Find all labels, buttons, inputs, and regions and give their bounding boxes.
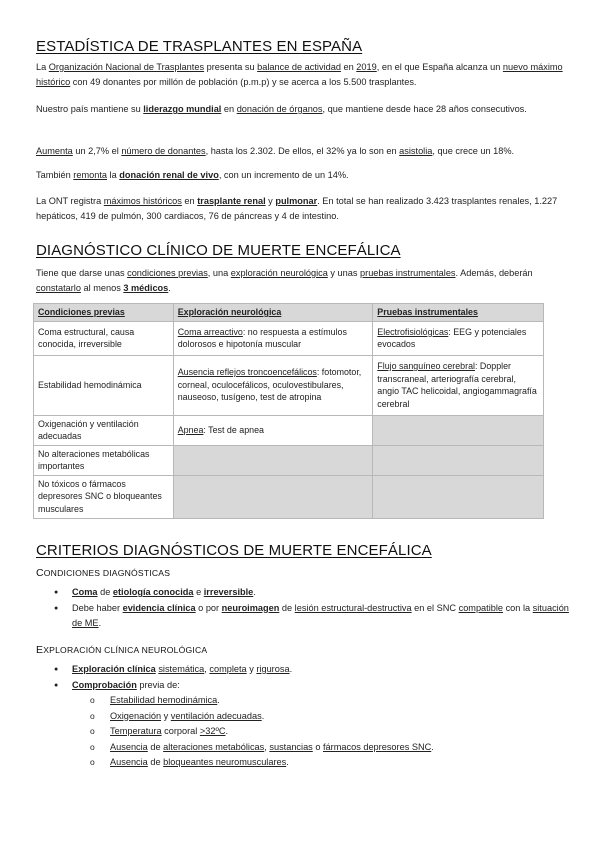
table-row (34, 445, 544, 475)
text: . (289, 664, 293, 674)
table-cell (373, 321, 544, 355)
text: , una (207, 268, 231, 278)
text: . (98, 618, 102, 628)
text: al menos (80, 283, 124, 293)
underlined-text: donación de órganos (236, 104, 323, 114)
text: , (204, 664, 210, 674)
underlined-text: rigurosa (256, 664, 290, 674)
list-exploracion (52, 662, 572, 771)
underlined-text: Oxigenación (110, 710, 162, 721)
underlined-text: remonta (73, 170, 107, 180)
text: . (225, 726, 229, 736)
table-cell-empty (373, 475, 544, 518)
underlined-text: lesión estructural-destructiva (294, 602, 412, 613)
text: Tiene que darse unas (36, 268, 128, 278)
text: La (36, 62, 49, 72)
table-cell: No tóxicos o fármacos depresores SNC o bloqueantes musculares (34, 475, 174, 518)
table-cell-empty (173, 445, 373, 475)
underlined-text: Coma arreactivo (177, 326, 243, 337)
criteria-table (33, 303, 544, 519)
text: en (181, 196, 198, 206)
table-cell: Oxigenación y ventilación adecuadas (34, 415, 174, 445)
underlined-text: constatarlo (36, 283, 81, 293)
text: ONDICIONES DIAGNÓSTICAS (43, 568, 171, 578)
table-header: Pruebas instrumentales (373, 304, 544, 322)
table-header-row (34, 304, 544, 322)
list-condiciones (52, 585, 572, 632)
subsection-title-condiciones (36, 567, 170, 579)
sublist-item (90, 740, 572, 756)
table-cell-empty (373, 415, 544, 445)
underlined-text: fármacos depresores SNC (323, 741, 432, 752)
paragraph-liderazgo (36, 102, 568, 117)
table-cell (373, 355, 544, 415)
text: . (168, 283, 171, 293)
text: XPLORACIÓN CLÍNICA NEUROLÓGICA (43, 645, 208, 655)
table-cell (173, 321, 373, 355)
text: También (36, 170, 74, 180)
subsection-title-exploracion (36, 644, 207, 656)
text: corporal (161, 726, 200, 736)
sublist-item (90, 755, 572, 771)
text: Nuestro país mantiene su (36, 104, 144, 114)
text: presenta su (204, 62, 258, 72)
underlined-text: Flujo sanguíneo cerebral (377, 361, 475, 371)
table-cell: No alteraciones metabólicas importantes (34, 445, 174, 475)
text: en (221, 104, 237, 114)
underlined-text: completa (209, 664, 247, 674)
text: previa de: (136, 679, 180, 690)
text: en (340, 62, 357, 72)
bold-text: 3 médicos (123, 283, 169, 293)
bold-text: donación renal de vivo (119, 170, 219, 180)
bold-text: neuroimagen (221, 602, 280, 613)
text: . (217, 695, 220, 705)
underlined-text: condiciones previas (127, 268, 208, 278)
table-row (34, 415, 544, 445)
text: : Test de apnea (203, 424, 264, 435)
paragraph-ont-registra (36, 194, 568, 224)
sublist-item (90, 709, 572, 725)
underlined-text: Ausencia reflejos troncoencefálicos (177, 367, 317, 378)
text: o por (195, 602, 222, 613)
underlined-text: Temperatura (110, 726, 162, 736)
list-item (52, 585, 572, 601)
sublist-comprobacion (90, 693, 572, 771)
bold-text: Comprobación (72, 679, 137, 690)
underlined-text: >32ºC (199, 726, 226, 736)
underlined-text: Aumenta (36, 146, 73, 156)
text: . En total se han realizado 3.423 trasplantes renales, 1.227 hepáticos, 419 de pulmón, 300 cardiacos, 76 de páncreas y 4 de intestino. (36, 196, 558, 221)
bold-text: irreversible (203, 587, 254, 597)
text: : fotomotor, corneal, oculocefálicos, oculovestibulares, nauseoso, tusígeno, test de atropina (177, 367, 362, 403)
bold-text: evidencia clínica (122, 602, 196, 613)
list-item (52, 678, 572, 771)
underlined-text: Estabilidad hemodinámica (110, 695, 218, 705)
text: . (431, 741, 434, 752)
underlined-text: sustancias (269, 741, 313, 752)
table-row (34, 475, 544, 518)
underlined-text: bloqueantes neuromusculares (163, 757, 287, 767)
underlined-text: pruebas instrumentales (360, 268, 456, 278)
text: . (253, 587, 256, 597)
table-cell: Coma estructural, causa conocida, irreversible (34, 321, 174, 355)
text: , (264, 741, 270, 752)
bold-text: etiología conocida (112, 587, 194, 597)
bold-text: trasplante renal (197, 196, 266, 206)
underlined-text: Apnea (177, 424, 204, 435)
underlined-text: Ausencia (110, 757, 148, 767)
section-title-estadistica: ESTADÍSTICA DE TRASPLANTES EN ESPAÑA (36, 38, 363, 55)
underlined-text: exploración neurológica (230, 268, 328, 278)
section-title-criterios: CRITERIOS DIAGNÓSTICOS DE MUERTE ENCEFÁLICA (36, 542, 432, 559)
underlined-text: situación de ME (72, 602, 569, 628)
text: y (246, 664, 257, 674)
text: un 2,7% el (72, 146, 122, 156)
table-cell (173, 355, 373, 415)
text: la (107, 170, 120, 180)
table-cell (173, 415, 373, 445)
paragraph-renal-vivo (36, 168, 568, 183)
bold-text: Coma (72, 587, 98, 597)
bold-text: liderazgo mundial (143, 104, 222, 114)
text: con 49 donantes por millón de población (p.m.p) y se acerca a los 5.500 trasplantes. (70, 77, 417, 87)
paragraph-balance (36, 60, 568, 90)
text: de (279, 602, 295, 613)
list-item (52, 601, 572, 632)
paragraph-donantes (36, 144, 568, 159)
text: e (193, 587, 204, 597)
text: . (286, 757, 289, 767)
text: y (161, 710, 171, 721)
bold-text: Exploración clínica (72, 664, 156, 674)
text: en el SNC (411, 602, 459, 613)
underlined-text: ventilación adecuadas (170, 710, 262, 721)
text: , con un incremento de un 14%. (218, 170, 349, 180)
underlined-text: asistolia (399, 146, 433, 156)
paragraph-intro-diagnostico (36, 266, 568, 296)
text: , hasta los 2.302. De ellos, el 32% ya lo son en (205, 146, 400, 156)
text: de (147, 741, 164, 752)
underlined-text: balance de actividad (257, 62, 341, 72)
underlined-text: compatible (458, 602, 504, 613)
underlined-text: número de donantes (121, 146, 206, 156)
text: , en el que España alcanza un (376, 62, 503, 72)
table-cell-empty (373, 445, 544, 475)
sublist-item (90, 724, 572, 740)
underlined-text: máximos históricos (103, 196, 182, 206)
list-item (52, 662, 572, 678)
underlined-text: Electrofisiológicas (377, 326, 449, 337)
underlined-text: sistemática (158, 664, 205, 674)
text: E (36, 644, 44, 656)
table-header: Condiciones previas (34, 304, 174, 322)
text: con la (503, 602, 533, 613)
section-title-diagnostico: DIAGNÓSTICO CLÍNICO DE MUERTE ENCEFÁLICA (36, 242, 401, 259)
underlined-text: 2019 (356, 62, 377, 72)
table-cell-empty (173, 475, 373, 518)
bold-text: pulmonar (275, 196, 318, 206)
text: , que mantiene desde hace 28 años consecutivos. (322, 104, 527, 114)
text: de (97, 587, 113, 597)
text: y unas (327, 268, 361, 278)
text: : Doppler transcraneal, arteriografía cerebral, angio TAC helicoidal, angiogammagrafía cerebral (377, 361, 537, 409)
text: , que crece un 18%. (432, 146, 515, 156)
text: La ONT registra (36, 196, 104, 206)
underlined-text: Ausencia (110, 741, 148, 752)
table-header: Exploración neurológica (173, 304, 373, 322)
table-row (34, 355, 544, 415)
underlined-text: alteraciones metabólicas (163, 741, 265, 752)
sublist-item (90, 693, 572, 709)
text: de (147, 757, 164, 767)
text: o (312, 741, 323, 752)
text: Debe haber (72, 602, 123, 613)
text: y (265, 196, 276, 206)
table-row (34, 321, 544, 355)
text: . (261, 710, 265, 721)
text: : EEG y potenciales evocados (377, 326, 527, 349)
table-cell: Estabilidad hemodinámica (34, 355, 174, 415)
underlined-text: Organización Nacional de Trasplantes (48, 62, 205, 72)
text: : no respuesta a estímulos dolorosos e hipotonía muscular (177, 326, 347, 349)
underlined-text: nuevo máximo histórico (36, 62, 563, 87)
text: C (36, 567, 44, 579)
text: . Además, deberán (455, 268, 533, 278)
